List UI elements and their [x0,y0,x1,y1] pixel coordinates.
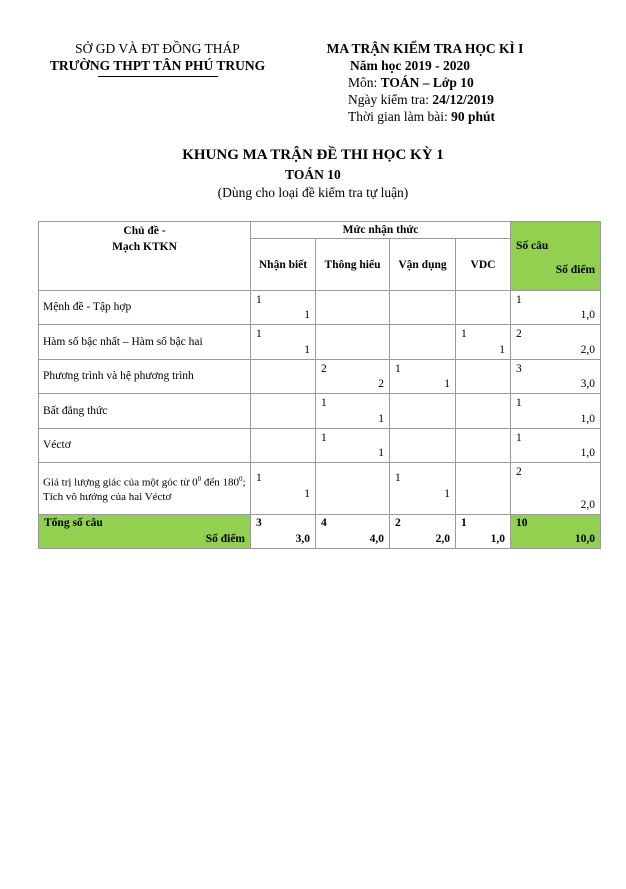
topic-text-b: đến 180 [201,476,239,489]
matrix-cell [251,429,316,463]
cell-points: 1,0 [490,533,506,545]
total-points: 1,0 [580,309,596,321]
cell-points: 1 [378,413,384,425]
topic-header-line1: Chủ đề - [123,225,166,237]
topic-header [39,222,251,291]
cell-count: 1 [321,432,327,444]
matrix-cell [251,291,316,325]
total-count: 1 [516,294,522,306]
table-row [39,463,601,515]
matrix-cell [316,325,390,360]
header-right [290,40,560,125]
grand-total-points: 10,0 [574,533,596,545]
total-points: 2,0 [580,499,596,511]
cell-count: 4 [321,517,327,529]
topic-cell: Phương trình và hệ phương trình [39,360,251,394]
matrix-cell [456,463,511,515]
cell-points: 1 [444,488,450,500]
header-left [40,40,275,77]
degree-sup: 0 [197,474,202,483]
total-row-cell [390,515,456,549]
matrix-cell [251,394,316,429]
level-recognition: Nhận biết [251,239,316,291]
topic-text-a: Giá trị lượng giác của một góc từ 0 [43,476,198,489]
matrix-cell [390,394,456,429]
date-line [290,91,560,108]
cell-points: 4,0 [369,533,384,545]
topic-text-c: ; Tích vô hướng của hai Véctơ [43,476,246,504]
time-value: 90 phút [451,109,496,124]
subject-label: Môn: [348,75,378,90]
total-points: 1,0 [580,413,596,425]
matrix-note: (Dùng cho loại đề kiểm tra tự luận) [217,185,409,200]
matrix-cell [390,325,456,360]
matrix-cell [390,360,456,394]
matrix-subtitle: TOÁN 10 [285,167,341,182]
topic-cell: Hàm số bậc nhất – Hàm số bậc hai [39,325,251,360]
total-points: 1,0 [580,447,596,459]
matrix-table [38,221,601,549]
exam-title: MA TRẬN KIỂM TRA HỌC KÌ I [326,41,524,56]
cell-points: 3,0 [295,533,310,545]
cell-points: 1 [304,309,310,321]
matrix-title: KHUNG MA TRẬN ĐỀ THI HỌC KỲ 1 [182,147,444,163]
cell-points: 1 [499,344,506,356]
total-header-count: Số câu [516,240,549,252]
matrix-cell [251,463,316,515]
matrix-cell [456,360,511,394]
total-count-label: Tổng số câu [44,517,103,529]
level-understanding: Thông hiểu [316,239,390,291]
matrix-cell [316,394,390,429]
cell-count: 1 [395,472,401,484]
total-points-label: Số điểm [205,533,245,545]
total-cell [511,429,601,463]
total-count: 2 [516,466,522,478]
total-row-label [39,515,251,549]
cell-count: 2 [321,363,327,375]
cell-points: 1 [378,447,384,459]
cell-count: 1 [321,397,327,409]
total-count: 3 [516,363,522,375]
matrix-cell [456,291,511,325]
total-cell [511,291,601,325]
total-row-cell [456,515,511,549]
table-row [39,429,601,463]
topic-cell: Bất đẳng thức [39,394,251,429]
topic-header-line2: Mạch KTKN [112,241,177,253]
cell-points: 1 [304,488,310,500]
total-cell [511,360,601,394]
total-cell [511,463,601,515]
total-row-cell [251,515,316,549]
matrix-cell [316,360,390,394]
matrix-cell [316,291,390,325]
matrix-cell [251,360,316,394]
matrix-cell [456,429,511,463]
total-count: 1 [516,397,522,409]
table-row [39,394,601,429]
matrix-cell [251,325,316,360]
total-cell [511,325,601,360]
total-header-points: Số điểm [555,264,596,276]
header-underline [98,76,218,77]
table-row [39,360,601,394]
total-count: 2 [516,328,522,340]
cell-points: 1 [444,378,450,390]
total-row [39,515,601,549]
time-label: Thời gian làm bài: [348,109,448,124]
matrix-cell [456,325,511,360]
cell-count: 1 [395,363,401,375]
topic-cell-trig [39,463,251,515]
level-application: Vận dụng [390,239,456,291]
level-advanced: VDC [456,239,511,291]
cell-count: 2 [395,517,401,529]
cell-count: 3 [256,517,262,529]
total-header [511,222,601,291]
matrix-cell [316,429,390,463]
matrix-cell [390,463,456,515]
school-name: TRƯỜNG THPT TÂN PHÚ TRUNG [49,58,266,73]
date-value: 24/12/2019 [432,92,494,107]
cell-count: 1 [256,328,262,340]
table-row [39,291,601,325]
matrix-cell [390,291,456,325]
total-cell [511,394,601,429]
school-year: Năm học 2019 - 2020 [350,58,470,73]
cell-points: 1 [304,344,310,356]
level-header: Mức nhận thức [251,222,511,239]
department-name: SỞ GD VÀ ĐT ĐỒNG THÁP [75,41,240,56]
subject-value: TOÁN – Lớp 10 [380,75,474,90]
subject-line [290,74,560,91]
matrix-cell [390,429,456,463]
degree-sup: 0 [238,474,243,483]
cell-count: 1 [461,517,467,529]
date-label: Ngày kiểm tra: [348,92,429,107]
cell-count: 1 [256,472,262,484]
cell-points: 2,0 [435,533,450,545]
topic-cell: Véctơ [39,429,251,463]
table-row [39,325,601,360]
total-points: 2,0 [580,344,596,356]
grand-total-cell [511,515,601,549]
grand-total-count: 10 [516,517,528,529]
cell-count: 1 [256,294,262,306]
total-count: 1 [516,432,522,444]
matrix-cell [316,463,390,515]
matrix-cell [456,394,511,429]
cell-points: 2 [378,378,384,390]
total-row-cell [316,515,390,549]
topic-cell: Mệnh đề - Tập hợp [39,291,251,325]
cell-count: 1 [461,328,467,340]
total-points: 3,0 [580,378,596,390]
time-line [290,108,560,125]
